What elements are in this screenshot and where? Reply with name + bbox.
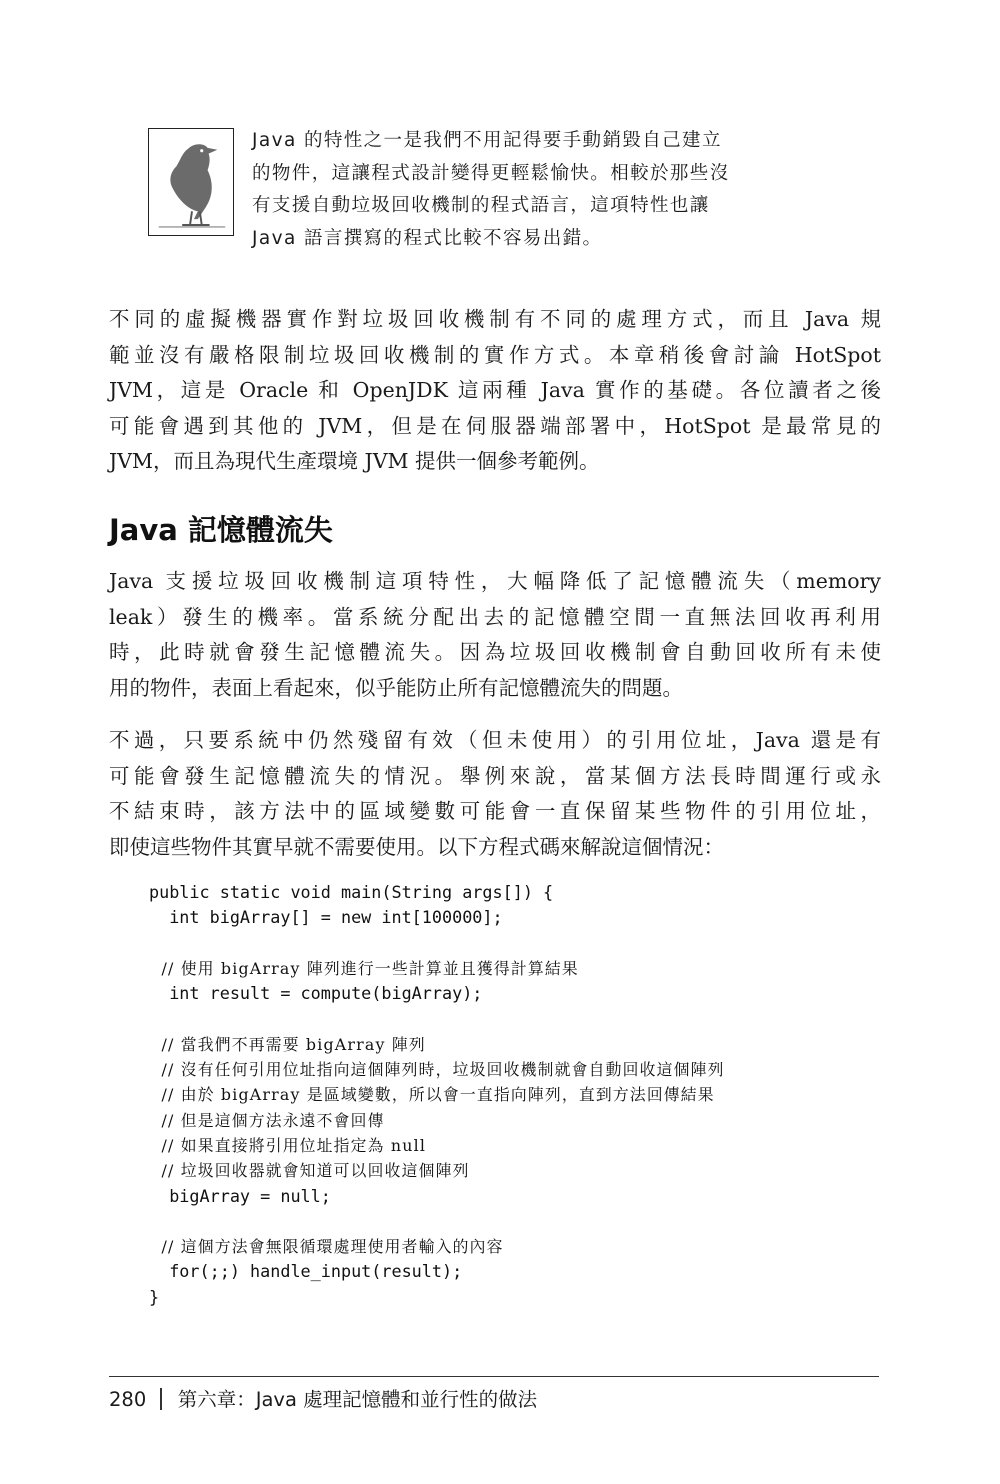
paragraph-line: 即使這些物件其實早就不需要使用。以下方程式碼來解說這個情況： [109,834,724,859]
paragraph-memory-leak [109,564,881,706]
paragraph-line: Java 支援垃圾回收機制這項特性，大幅降低了記憶體流失（memory [109,569,881,593]
crow-icon [148,128,234,236]
paragraph-line: leak）發生的機率。當系統分配出去的記憶體空間一直無法回收再利用 [109,604,881,629]
note-line: 有支援自動垃圾回收機制的程式語言，這項特性也讓 [252,195,710,216]
footer-divider [109,1376,879,1377]
code-comment-line: // 當我們不再需要 bigArray 陣列 [149,1034,426,1054]
code-line [149,931,725,956]
paragraph-line: 範並沒有嚴格限制垃圾回收機制的實作方式。本章稍後會討論 HotSpot [109,342,881,367]
paragraph-line: 不過，只要系統中仍然殘留有效（但未使用）的引用位址，Java 還是有 [109,728,881,752]
code-block [149,880,725,1310]
paragraph-line: 用的物件，表面上看起來，似乎能防止所有記憶體流失的問題。 [109,675,683,700]
code-line: int result = compute(bigArray); [149,983,483,1004]
code-line: bigArray = null; [149,1185,331,1206]
code-line: int bigArray[] = new int[100000]; [149,907,503,928]
paragraph-line: 可能會遇到其他的 JVM，但是在伺服器端部署中，HotSpot 是最常見的 [109,413,881,438]
paragraph-line: JVM，這是 Oracle 和 OpenJDK 這兩種 Java 實作的基礎。各位讀者之後 [109,378,881,402]
page-footer [109,1384,537,1412]
code-comment-line: // 垃圾回收器就會知道可以回收這個陣列 [149,1161,470,1181]
code-comment-line: // 使用 bigArray 陣列進行一些計算並且獲得計算結果 [149,958,579,978]
note-line: 的物件，這讓程式設計變得更輕鬆愉快。相較於那些沒 [252,162,730,184]
page-number: 280 [109,1388,147,1411]
code-comment-line: // 由於 bigArray 是區域變數，所以會一直指向陣列，直到方法回傳結果 [149,1085,715,1105]
code-line: } [149,1286,160,1307]
note-text [252,125,792,255]
code-line: public static void main(String args[]) { [149,882,554,902]
code-line [149,1006,725,1031]
note-box [148,125,888,255]
code-line: for(;;) handle_input(result); [149,1261,463,1282]
paragraph-references [109,723,881,865]
paragraph-line: JVM，而且為現代生產環境 JVM 提供一個參考範例。 [109,449,600,473]
code-comment-line: // 這個方法會無限循環處理使用者輸入的內容 [149,1237,504,1257]
note-line: Java 的特性之一是我們不用記得要手動銷毀自己建立 [252,130,722,151]
paragraph-line: 可能會發生記憶體流失的情況。舉例來說，當某個方法長時間運行或永 [109,763,881,788]
paragraph-line: 不同的虛擬機器實作對垃圾回收機制有不同的處理方式，而且 Java 規 [109,307,881,331]
paragraph-line: 不結束時，該方法中的區域變數可能會一直保留某些物件的引用位址， [109,799,881,823]
note-line: Java 語言撰寫的程式比較不容易出錯。 [252,227,603,249]
paragraph-hotspot [109,302,881,480]
code-line [149,1209,725,1234]
footer-separator [160,1388,162,1410]
code-comment-line: // 沒有任何引用位址指向這個陣列時，垃圾回收機制就會自動回收這個陣列 [149,1060,725,1080]
code-comment-line: // 但是這個方法永遠不會回傳 [149,1110,385,1130]
code-comment-line: // 如果直接將引用位址指定為 null [149,1135,427,1155]
chapter-title: 第六章：Java 處理記憶體和並行性的做法 [177,1388,538,1411]
section-heading: Java 記憶體流失 [109,513,333,547]
paragraph-line: 時，此時就會發生記憶體流失。因為垃圾回收機制會自動回收所有未使 [109,640,881,664]
